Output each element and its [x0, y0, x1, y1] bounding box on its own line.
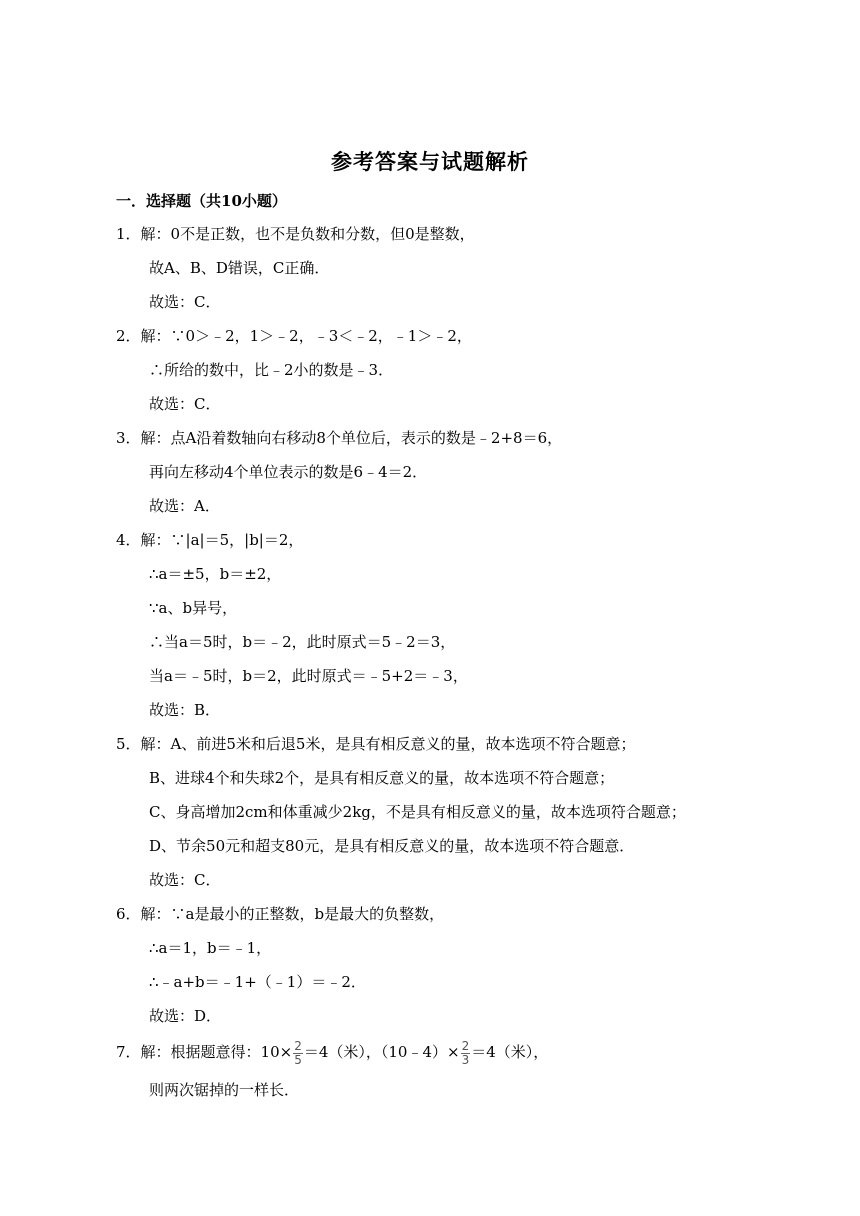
- answer-line: 2．解：∵0＞﹣2，1＞﹣2，﹣3＜﹣2，﹣1＞﹣2，: [116, 327, 472, 345]
- page-title: 参考答案与试题解析: [331, 149, 529, 174]
- fraction-denominator: 3: [461, 1052, 470, 1067]
- answer-line: B、进球4个和失球2个，是具有相反意义的量，故本选项不符合题意；: [149, 769, 615, 787]
- answer-line: 3．解：点A沿着数轴向右移动8个单位后，表示的数是﹣2+8＝6，: [116, 429, 563, 447]
- answer-line: C、身高增加2cm和体重减少2kg，不是具有相反意义的量，故本选项符合题意；: [149, 803, 686, 821]
- answer-line: 则两次锯掉的一样长．: [149, 1081, 300, 1099]
- answer-line: 故A、B、D错误，C正确．: [149, 259, 330, 277]
- answer-line: ∴﹣a+b＝﹣1+（﹣1）＝﹣2．: [149, 973, 366, 991]
- answer-line: D、节余50元和超支80元，是具有相反意义的量，故本选项不符合题意．: [149, 837, 635, 855]
- fraction-numerator: 2: [461, 1038, 470, 1053]
- answer-line: ∴当a＝5时，b＝﹣2，此时原式＝5﹣2＝3，: [149, 633, 456, 651]
- answer-line: ∴所给的数中，比﹣2小的数是﹣3．: [149, 361, 394, 379]
- answer-line: 故选：B．: [149, 701, 221, 719]
- answer-line: 故选：C．: [149, 293, 221, 311]
- answer-line: 6．解：∵a是最小的正整数，b是最大的负整数，: [116, 905, 445, 923]
- fraction: [461, 1040, 471, 1067]
- answer-line: ∴a＝1，b＝﹣1，: [149, 939, 272, 957]
- text-segment: ＝4（米），: [471, 1043, 549, 1061]
- fraction-denominator: 5: [294, 1052, 302, 1067]
- answer-line: ∴a＝±5，b＝±2，: [149, 565, 282, 583]
- answer-line-7: [116, 1036, 548, 1068]
- answer-line: 故选：C．: [149, 871, 221, 889]
- answer-line: 故选：C．: [149, 395, 221, 413]
- answer-line: 4．解：∵|a|＝5，|b|＝2，: [116, 531, 304, 549]
- section-heading: 一．选择题（共10小题）: [116, 192, 287, 210]
- answer-line: 再向左移动4个单位表示的数是6﹣4＝2．: [149, 463, 428, 481]
- answer-line: 故选：A．: [149, 497, 220, 515]
- text-segment: 7．解：根据题意得：10×: [116, 1043, 293, 1061]
- answer-line: ∵a、b异号，: [149, 599, 238, 617]
- fraction-numerator: 2: [294, 1038, 302, 1053]
- answer-line: 5．解：A、前进5米和后退5米，是具有相反意义的量，故本选项不符合题意；: [116, 735, 636, 753]
- answer-line: 故选：D．: [149, 1007, 222, 1025]
- text-segment: ＝4（米），（10﹣4）×: [303, 1043, 460, 1061]
- answer-line: 1．解：0不是正数，也不是负数和分数，但0是整数，: [116, 225, 475, 243]
- fraction: [293, 1040, 303, 1067]
- answer-line: 当a＝﹣5时，b＝2，此时原式＝﹣5+2＝﹣3，: [149, 667, 468, 685]
